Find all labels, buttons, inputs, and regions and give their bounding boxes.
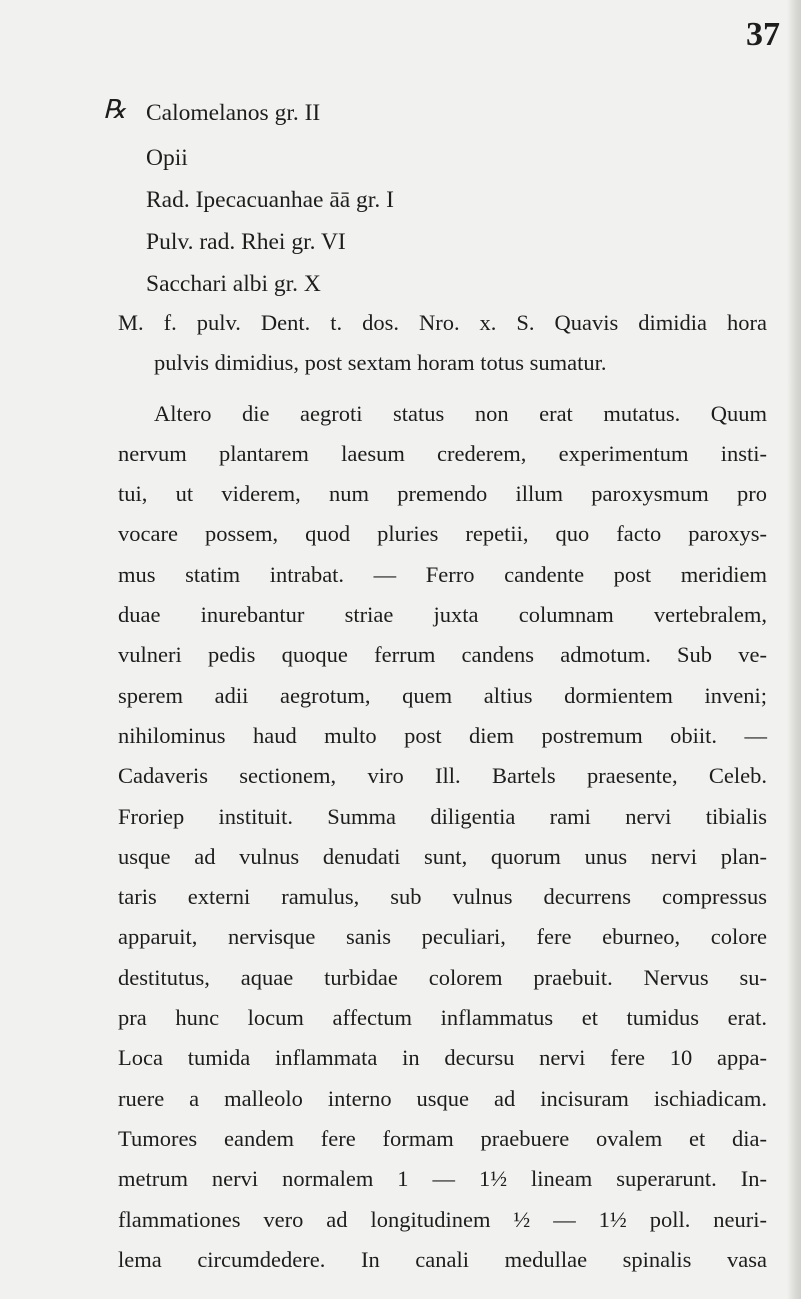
recipe-line: Calomelanos gr. II <box>146 100 321 126</box>
text-line: flammationes vero ad longitudinem ½ — 1½ poll. neuri- <box>118 1206 767 1232</box>
recipe-line: Sacchari albi gr. X <box>146 271 321 297</box>
text-line: Altero die aegroti status non erat mutatus. Quum <box>154 400 767 426</box>
text-line: M. f. pulv. Dent. t. dos. Nro. x. S. Quavis dimidia hora <box>118 310 767 335</box>
body-text <box>118 303 767 1280</box>
recipe-line: Opii <box>146 145 188 171</box>
recipe-symbol: ℞ <box>103 95 127 124</box>
text-line: vulneri pedis quoque ferrum candens admotum. Sub ve- <box>118 642 767 668</box>
text-line: mus statim intrabat. — Ferro candente post meridiem <box>118 561 767 587</box>
text-line: Cadaveris sectionem, viro Ill. Bartels praesente, Celeb. <box>118 763 767 789</box>
paragraph-directions <box>118 303 767 384</box>
text-line: apparuit, nervisque sanis peculiari, fere eburneo, colore <box>118 924 767 950</box>
text-line: lema circumdedere. In canali medullae spinalis vasa <box>118 1246 767 1272</box>
text-line: taris externi ramulus, sub vulnus decurrens compressus <box>118 884 767 910</box>
text-line: destitutus, aquae turbidae colorem praebuit. Nervus su- <box>118 964 767 990</box>
text-line: usque ad vulnus denudati sunt, quorum unus nervi plan- <box>118 843 767 869</box>
text-line: nihilominus haud multo post diem postremum obiit. — <box>118 722 767 748</box>
text-line: Tumores eandem fere formam praebuere ovalem et dia- <box>118 1125 767 1151</box>
recipe-line: Rad. Ipecacuanhae āā gr. I <box>146 187 394 213</box>
text-line: Loca tumida inflammata in decursu nervi fere 10 appa- <box>118 1045 767 1071</box>
page-edge <box>787 0 801 1299</box>
text-line: duae inurebantur striae juxta columnam vertebralem, <box>118 602 767 628</box>
text-line: metrum nervi normalem 1 — 1½ lineam superarunt. In- <box>118 1166 767 1192</box>
text-line: nervum plantarem laesum crederem, experimentum insti- <box>118 440 767 466</box>
text-line: tui, ut viderem, num premendo illum paroxysmum pro <box>118 481 767 507</box>
text-line: vocare possem, quod pluries repetii, quo facto paroxys- <box>118 521 767 547</box>
text-line: sperem adii aegrotum, quem altius dormientem inveni; <box>118 682 767 708</box>
page-number: 37 <box>746 16 780 53</box>
text-line: ruere a malleolo interno usque ad incisuram ischiadicam. <box>118 1085 767 1111</box>
text-line: pulvis dimidius, post sextam horam totus sumatur. <box>154 350 607 376</box>
text-line: Froriep instituit. Summa diligentia rami nervi tibialis <box>118 803 767 829</box>
paragraph-case-report <box>118 394 767 1281</box>
recipe-line: Pulv. rad. Rhei gr. VI <box>146 229 346 255</box>
text-line: pra hunc locum affectum inflammatus et tumidus erat. <box>118 1005 767 1031</box>
